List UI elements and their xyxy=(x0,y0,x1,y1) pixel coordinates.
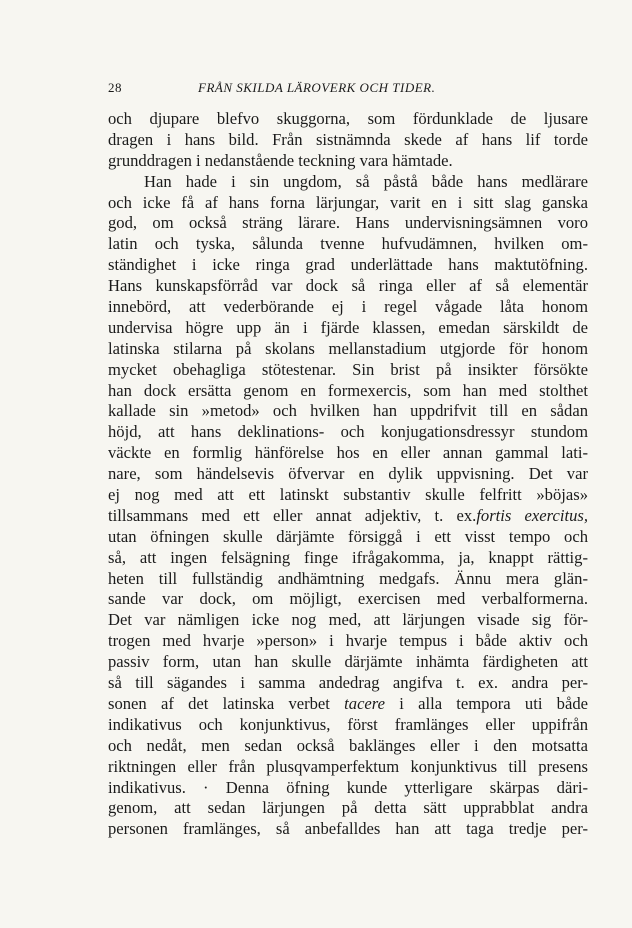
text-line: indikativus. · Denna öfning kunde ytterligare skärpas däri- xyxy=(108,777,588,797)
italic-phrase: fortis exercitus, xyxy=(476,505,588,525)
text-line: och djupare blefvo skuggorna, som fördunklade de ljusare xyxy=(108,109,588,128)
text-line: innebörd, att vederbörande ej i regel vågade låta honom xyxy=(108,297,588,317)
text-line: höjd, att hans deklinations- och konjugationsdressyr stundom xyxy=(108,422,588,442)
text-line: mycket obehagliga stötestenar. Sin brist på insikter försökte xyxy=(108,359,588,379)
text-line: han dock ersätta genom en formexercis, som han med stolthet xyxy=(108,380,588,400)
text-line: så, att ingen felsägning finge ifrågakomma, ja, knappt rättig- xyxy=(108,547,588,567)
text-line: nare, som händelsevis öfvervar en dylik uppvisning. Det var xyxy=(108,464,588,484)
text-line: indikativus och konjunktivus, först framlänges eller uppifrån xyxy=(108,714,588,734)
text-fragment: tillsammans med ett eller annat adjektiv, t. ex. xyxy=(108,505,477,525)
text-line: riktningen eller från plusqvamperfektum konjunktivus till presens xyxy=(108,756,588,776)
text-line: god, om också sträng lärare. Hans undervisningsämnen voro xyxy=(108,213,588,233)
text-line: latin och tyska, sålunda tvenne hufvudämnen, hvilken om- xyxy=(108,234,588,254)
text-line: Det var nämligen icke nog med, att lärjungen visade sig för- xyxy=(108,610,588,630)
text-fragment: sonen af det latinska verbet xyxy=(108,693,330,713)
text-line: och nedåt, men sedan också baklänges eller i den motsatta xyxy=(108,735,588,755)
page-header xyxy=(108,80,588,100)
text-line: ej nog med att ett latinskt substantiv skulle felfritt »böjas» xyxy=(108,485,588,505)
text-line: personen framlänges, så anbefalldes han att taga tredje per- xyxy=(108,819,588,839)
text-line xyxy=(108,506,588,527)
text-line: kallade sin »metod» och hvilken han uppdrifvit till en sådan xyxy=(108,401,588,421)
body-text xyxy=(108,109,588,840)
page-number: 28 xyxy=(108,80,122,95)
text-line: utan öfningen skulle därjämte försiggå i ett visst tempo och xyxy=(108,526,588,546)
text-line: och icke få af hans forna lärjungar, varit en i sitt slag ganska xyxy=(108,192,588,212)
text-line: så till sägandes i samma andedrag angifva t. ex. andra per- xyxy=(108,673,588,693)
text-line: sande var dock, om möjligt, exercisen med verbalformerna. xyxy=(108,589,588,609)
text-line: latinska stilarna på skolans mellanstadium utgjorde för honom xyxy=(108,338,588,358)
text-fragment: i alla tempora uti både xyxy=(399,693,588,713)
italic-word: tacere xyxy=(344,693,386,713)
text-line: heten till fullständig andhämtning medgafs. Ännu mera glän- xyxy=(108,568,588,588)
text-line: trogen med hvarje »person» i hvarje tempus i både aktiv och xyxy=(108,631,588,651)
text-line: väckte en formlig hänförelse hos en eller annan gammal lati- xyxy=(108,443,588,463)
text-line: ständighet i icke ringa grad underlättade hans maktutöfning. xyxy=(108,255,588,275)
text-line: dragen i hans bild. Från sistnämnda skede af hans lif torde xyxy=(108,129,588,149)
text-line: Han hade i sin ungdom, så påstå både hans medlärare xyxy=(144,171,588,191)
text-line: Hans kunskapsförråd var dock så ringa eller af så elementär xyxy=(108,276,588,296)
text-line: passiv form, utan han skulle därjämte inhämta färdigheten att xyxy=(108,652,588,672)
text-line xyxy=(108,694,588,715)
text-line: grunddragen i nedanstående teckning vara hämtade. xyxy=(108,150,453,170)
running-title: FRÅN SKILDA LÄROVERK OCH TIDER. xyxy=(198,80,436,95)
text-line: genom, att sedan lärjungen på detta sätt upprabblat andra xyxy=(108,798,588,818)
text-line: undervisa högre upp än i fjärde klassen, emedan särskildt de xyxy=(108,317,588,337)
